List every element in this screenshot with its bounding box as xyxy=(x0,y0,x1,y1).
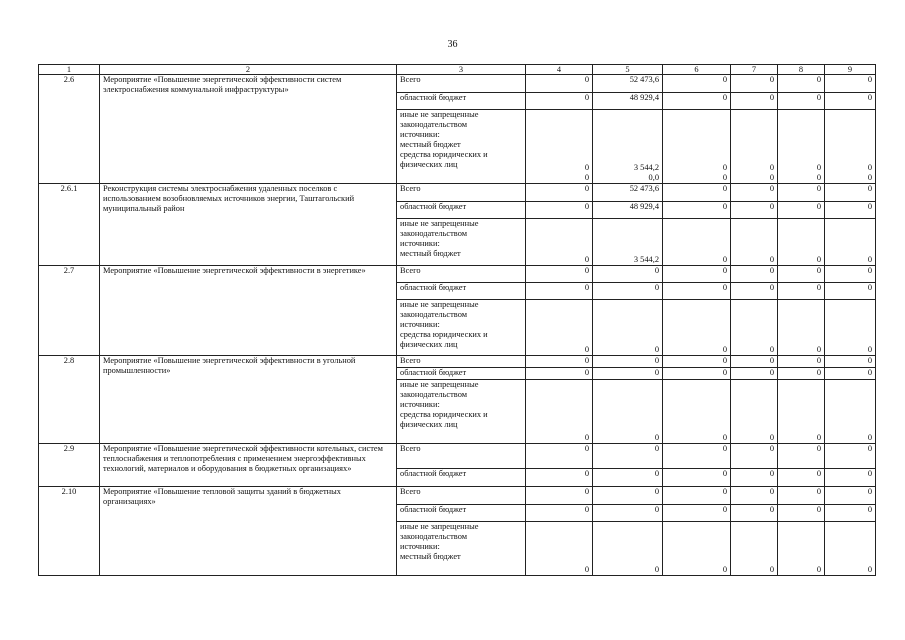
value-cell: 0 xyxy=(663,300,731,356)
funding-source-label: Всего xyxy=(397,356,526,368)
value-cell: 0 xyxy=(778,368,825,380)
value-cell: 0 xyxy=(731,487,778,505)
value-cell: 0 xyxy=(663,202,731,219)
value-cell: 0 xyxy=(526,380,593,444)
value-cell: 0 xyxy=(778,487,825,505)
value-cell: 0 xyxy=(825,184,876,202)
value-cell: 0 xyxy=(825,505,876,522)
table-row xyxy=(39,75,876,93)
value-cell: 0 xyxy=(663,522,731,576)
value-cell: 0 xyxy=(663,356,731,368)
row-title: Мероприятие «Повышение энергетической эффективности в энергетике» xyxy=(100,266,397,356)
value-cell: 0 0 xyxy=(663,110,731,184)
value-cell: 0 xyxy=(593,505,663,522)
value-cell: 0 xyxy=(731,75,778,93)
value-cell: 0 xyxy=(731,202,778,219)
value-cell: 0 xyxy=(663,487,731,505)
funding-source-label: иные не запрещенные законодательством источники: средства юридических и физических лиц xyxy=(397,300,526,356)
value-cell: 0 xyxy=(526,202,593,219)
value-cell: 0 xyxy=(526,93,593,110)
funding-source-label: областной бюджет xyxy=(397,202,526,219)
value-cell: 0 xyxy=(731,300,778,356)
value-cell: 48 929,4 xyxy=(593,202,663,219)
row-code: 2.9 xyxy=(39,444,100,487)
value-cell: 0 xyxy=(593,356,663,368)
row-code: 2.8 xyxy=(39,356,100,444)
funding-source-label: иные не запрещенные законодательством источники: местный бюджет xyxy=(397,522,526,576)
value-cell: 0 xyxy=(663,283,731,300)
value-cell: 0 xyxy=(663,75,731,93)
value-cell: 0 xyxy=(731,283,778,300)
funding-source-label: Всего xyxy=(397,266,526,283)
value-cell: 0 xyxy=(778,522,825,576)
row-code: 2.6.1 xyxy=(39,184,100,266)
funding-table xyxy=(38,64,876,576)
column-header: 9 xyxy=(825,65,876,75)
funding-source-label: Всего xyxy=(397,184,526,202)
value-cell: 0 xyxy=(778,266,825,283)
value-cell: 0 xyxy=(825,75,876,93)
value-cell: 0 xyxy=(526,522,593,576)
value-cell: 0 xyxy=(825,380,876,444)
funding-source-label: областной бюджет xyxy=(397,283,526,300)
value-cell: 0 xyxy=(663,505,731,522)
value-cell: 0 xyxy=(663,219,731,266)
value-cell: 52 473,6 xyxy=(593,75,663,93)
value-cell: 0 xyxy=(663,380,731,444)
table-row xyxy=(39,266,876,283)
value-cell: 0 xyxy=(663,266,731,283)
value-cell: 0 xyxy=(526,75,593,93)
value-cell: 0 xyxy=(778,505,825,522)
value-cell: 0 xyxy=(526,266,593,283)
value-cell: 0 xyxy=(526,283,593,300)
row-title: Мероприятие «Повышение тепловой защиты зданий в бюджетных организациях» xyxy=(100,487,397,576)
value-cell: 0 xyxy=(825,300,876,356)
value-cell: 0 xyxy=(526,356,593,368)
row-title: Мероприятие «Повышение энергетической эффективности в угольной промышленности» xyxy=(100,356,397,444)
value-cell: 0 xyxy=(731,184,778,202)
value-cell: 0 xyxy=(593,469,663,487)
value-cell: 0 xyxy=(778,75,825,93)
funding-source-label: областной бюджет xyxy=(397,368,526,380)
value-cell: 0 xyxy=(778,283,825,300)
column-header: 2 xyxy=(100,65,397,75)
table-row xyxy=(39,184,876,202)
value-cell: 0 xyxy=(731,505,778,522)
value-cell: 0 xyxy=(526,469,593,487)
value-cell: 0 xyxy=(526,219,593,266)
funding-source-label: областной бюджет xyxy=(397,469,526,487)
value-cell: 3 544,2 0,0 xyxy=(593,110,663,184)
funding-source-label: иные не запрещенные законодательством источники: средства юридических и физических лиц xyxy=(397,380,526,444)
value-cell: 0 xyxy=(663,469,731,487)
row-title: Реконструкция системы электроснабжения удаленных поселков с использованием возобновляемых источников энергии, Таштагольский муниципальный район xyxy=(100,184,397,266)
value-cell: 0 xyxy=(825,202,876,219)
column-header: 7 xyxy=(731,65,778,75)
value-cell: 0 xyxy=(825,356,876,368)
value-cell: 0 xyxy=(825,368,876,380)
value-cell: 0 xyxy=(778,469,825,487)
value-cell: 0 xyxy=(663,93,731,110)
column-header: 6 xyxy=(663,65,731,75)
value-cell: 0 xyxy=(825,487,876,505)
funding-source-label: Всего xyxy=(397,487,526,505)
value-cell: 0 xyxy=(825,444,876,469)
value-cell: 0 xyxy=(526,505,593,522)
value-cell: 0 xyxy=(731,266,778,283)
funding-source-label: областной бюджет xyxy=(397,505,526,522)
table-body xyxy=(39,65,876,576)
column-header: 3 xyxy=(397,65,526,75)
value-cell: 0 xyxy=(825,283,876,300)
value-cell: 48 929,4 xyxy=(593,93,663,110)
value-cell: 0 xyxy=(825,266,876,283)
value-cell: 0 xyxy=(526,444,593,469)
value-cell: 0 xyxy=(778,202,825,219)
value-cell: 0 xyxy=(731,368,778,380)
table-row xyxy=(39,444,876,469)
value-cell: 0 xyxy=(663,184,731,202)
value-cell: 0 xyxy=(825,469,876,487)
funding-source-label: Всего xyxy=(397,444,526,469)
value-cell: 0 xyxy=(593,444,663,469)
value-cell: 0 xyxy=(731,93,778,110)
value-cell: 0 xyxy=(778,356,825,368)
value-cell: 0 xyxy=(526,300,593,356)
value-cell: 0 xyxy=(731,522,778,576)
value-cell: 0 xyxy=(778,300,825,356)
value-cell: 0 0 xyxy=(778,110,825,184)
table-row xyxy=(39,356,876,368)
column-header: 4 xyxy=(526,65,593,75)
value-cell: 0 xyxy=(593,522,663,576)
row-code: 2.6 xyxy=(39,75,100,184)
value-cell: 0 xyxy=(731,469,778,487)
row-code: 2.10 xyxy=(39,487,100,576)
value-cell: 0 xyxy=(593,368,663,380)
funding-source-label: областной бюджет xyxy=(397,93,526,110)
funding-source-label: иные не запрещенные законодательством источники: местный бюджет xyxy=(397,219,526,266)
value-cell: 0 xyxy=(731,380,778,444)
value-cell: 0 xyxy=(593,380,663,444)
value-cell: 0 xyxy=(526,184,593,202)
funding-source-label: иные не запрещенные законодательством источники: местный бюджет средства юридических и физических лиц xyxy=(397,110,526,184)
value-cell: 0 0 xyxy=(731,110,778,184)
value-cell: 0 xyxy=(825,522,876,576)
row-title: Мероприятие «Повышение энергетической эффективности систем электроснабжения коммунальной инфраструктуры» xyxy=(100,75,397,184)
value-cell: 0 0 xyxy=(526,110,593,184)
row-code: 2.7 xyxy=(39,266,100,356)
funding-source-label: Всего xyxy=(397,75,526,93)
value-cell: 0 xyxy=(731,356,778,368)
value-cell: 0 xyxy=(778,444,825,469)
value-cell: 0 xyxy=(825,93,876,110)
column-header: 1 xyxy=(39,65,100,75)
value-cell: 0 xyxy=(526,368,593,380)
value-cell: 0 xyxy=(593,487,663,505)
value-cell: 0 xyxy=(663,368,731,380)
table-header-row xyxy=(39,65,876,75)
value-cell: 0 xyxy=(778,219,825,266)
value-cell: 0 xyxy=(778,184,825,202)
column-header: 8 xyxy=(778,65,825,75)
page-number: 36 xyxy=(447,39,458,50)
value-cell: 0 xyxy=(593,283,663,300)
value-cell: 0 xyxy=(663,444,731,469)
table-row xyxy=(39,487,876,505)
value-cell: 0 xyxy=(731,219,778,266)
value-cell: 0 xyxy=(825,219,876,266)
value-cell: 3 544,2 xyxy=(593,219,663,266)
value-cell: 0 xyxy=(593,266,663,283)
value-cell: 0 xyxy=(593,300,663,356)
value-cell: 0 xyxy=(778,380,825,444)
value-cell: 0 xyxy=(731,444,778,469)
row-title: Мероприятие «Повышение энергетической эффективности котельных, систем теплоснабжения и теплопотребления с применением энергоэффективных технологий, материалов и оборудования в бюджетных организациях» xyxy=(100,444,397,487)
column-header: 5 xyxy=(593,65,663,75)
value-cell: 0 xyxy=(526,487,593,505)
value-cell: 52 473,6 xyxy=(593,184,663,202)
value-cell: 0 xyxy=(778,93,825,110)
value-cell: 0 0 xyxy=(825,110,876,184)
